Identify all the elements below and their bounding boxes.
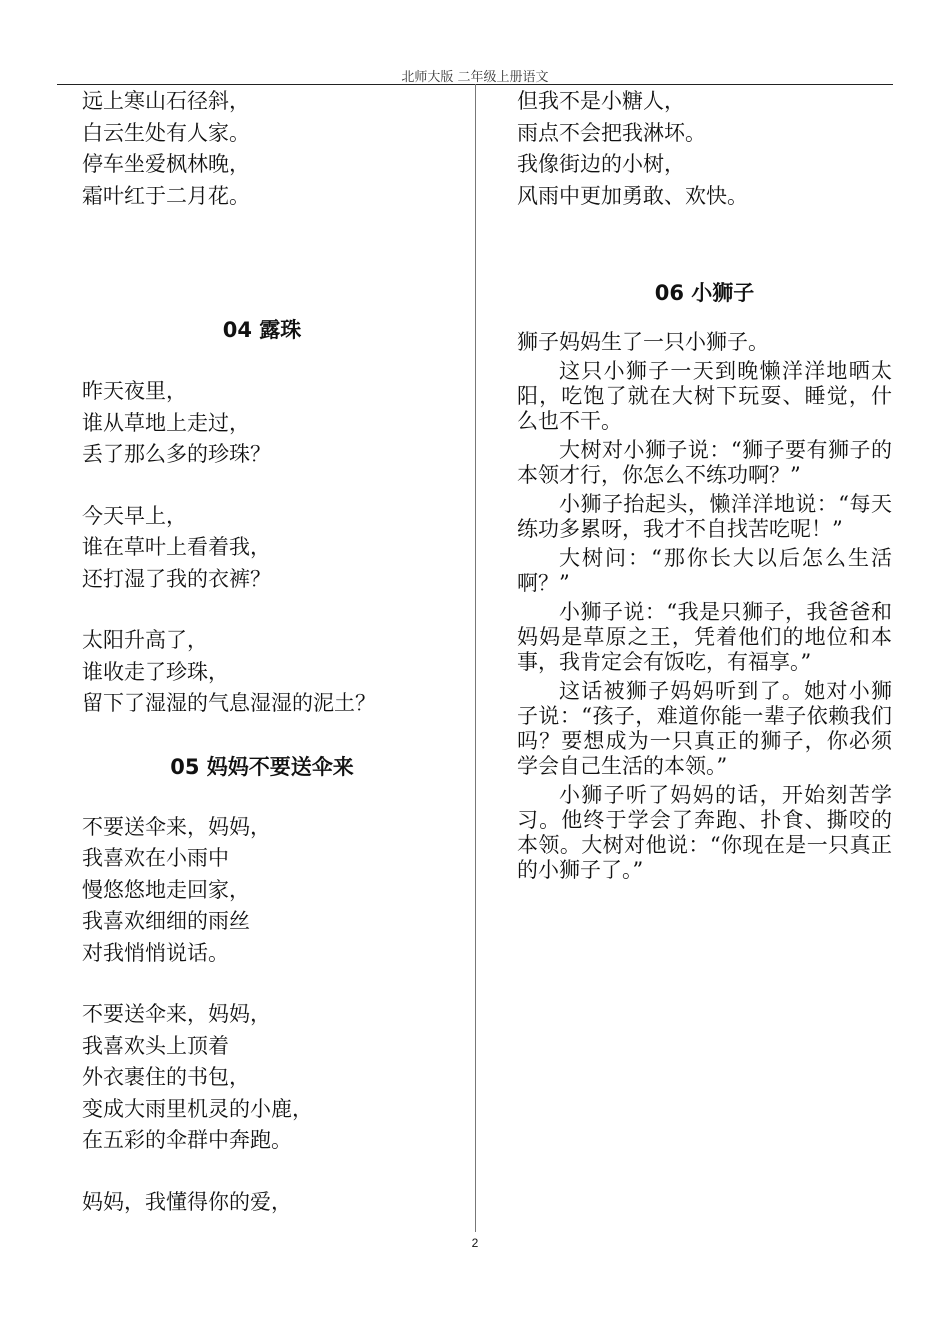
poem-line: 不要送伞来，妈妈， xyxy=(82,814,271,839)
paragraph: 这只小狮子一天到晚懒洋洋地晒太阳，吃饱了就在大树下玩耍、睡觉，什么也不干。 xyxy=(517,359,892,433)
stanza xyxy=(82,812,442,970)
intro-poem xyxy=(82,86,442,212)
poem-line: 远上寒山石径斜， xyxy=(82,89,250,113)
paragraph: 狮子妈妈生了一只小狮子。 xyxy=(517,330,769,354)
paragraph: 大树对小狮子说：“狮子要有狮子的本领才行，你怎么不练功啊？” xyxy=(517,438,892,487)
poem-line: 还打湿了我的衣裤？ xyxy=(82,566,271,591)
poem-line: 白云生处有人家。 xyxy=(82,120,250,145)
poem-line: 太阳升高了， xyxy=(82,628,208,652)
stanza xyxy=(82,625,442,720)
poem-continued xyxy=(517,86,892,212)
right-column xyxy=(517,86,892,887)
poem-line: 我喜欢头上顶着 xyxy=(82,1033,229,1058)
poem-line: 慢悠悠地走回家， xyxy=(82,877,250,902)
poem-line: 停车坐爱枫林晚， xyxy=(82,152,250,176)
lesson-05-title: 05 妈妈不要送伞来 xyxy=(170,754,354,779)
poem-line: 变成大雨里机灵的小鹿， xyxy=(82,1096,313,1121)
page-number: 2 xyxy=(471,1236,479,1250)
running-header: 北师大版 二年级上册语文 xyxy=(401,70,549,85)
column-divider xyxy=(475,84,476,1232)
paragraph: 小狮子抬起头，懒洋洋地说：“每天练功多累呀，我才不自找苦吃呢！” xyxy=(517,492,892,541)
lesson-06-title: 06 小狮子 xyxy=(654,281,755,305)
paragraph: 小狮子说：“我是只狮子，我爸爸和妈妈是草原之王，凭着他们的地位和本事，我肯定会有饭吃，有福享。” xyxy=(517,600,892,674)
poem-line: 在五彩的伞群中奔跑。 xyxy=(82,1128,292,1152)
stanza xyxy=(82,501,442,596)
poem-line: 对我悄悄说话。 xyxy=(82,940,229,965)
stanza xyxy=(82,1187,442,1219)
poem-line: 但我不是小糖人， xyxy=(517,89,685,113)
poem-line: 我像街边的小树， xyxy=(517,152,685,176)
lesson-04-poem xyxy=(82,376,442,720)
left-column xyxy=(82,86,442,1218)
poem-line: 今天早上， xyxy=(82,503,187,528)
poem-line: 霜叶红于二月花。 xyxy=(82,183,250,208)
stanza xyxy=(82,999,442,1157)
lesson-06-text xyxy=(517,330,892,883)
stanza xyxy=(82,376,442,471)
poem-line: 谁从草地上走过， xyxy=(82,410,250,435)
poem-line: 昨天夜里， xyxy=(82,379,187,403)
poem-line: 留下了湿湿的气息湿湿的泥土？ xyxy=(82,691,376,715)
poem-line: 雨点不会把我淋坏。 xyxy=(517,120,706,145)
lesson-05-poem xyxy=(82,812,442,1219)
poem-line: 风雨中更加勇敢、欢快。 xyxy=(517,183,748,208)
poem-line: 我喜欢细细的雨丝 xyxy=(82,909,250,933)
poem-line: 不要送伞来，妈妈， xyxy=(82,1002,271,1026)
poem-line: 我喜欢在小雨中 xyxy=(82,846,229,870)
lesson-04-title: 04 露珠 xyxy=(222,318,302,342)
poem-line: 谁收走了珍珠， xyxy=(82,659,229,684)
poem-line: 丢了那么多的珍珠？ xyxy=(82,442,271,466)
poem-line: 妈妈，我懂得你的爱， xyxy=(82,1189,292,1214)
poem-line: 谁在草叶上看着我， xyxy=(82,535,271,559)
paragraph: 这话被狮子妈妈听到了。她对小狮子说：“孩子，难道你能一辈子依赖我们吗？要想成为一只真正的狮子，你必须学会自己生活的本领。” xyxy=(517,679,892,778)
paragraph: 小狮子听了妈妈的话，开始刻苦学习。他终于学会了奔跑、扑食、撕咬的本领。大树对他说：“你现在是一只真正的小狮子了。” xyxy=(517,783,892,882)
poem-line: 外衣裹住的书包， xyxy=(82,1065,250,1089)
paragraph: 大树问：“那你长大以后怎么生活啊？” xyxy=(517,546,892,595)
